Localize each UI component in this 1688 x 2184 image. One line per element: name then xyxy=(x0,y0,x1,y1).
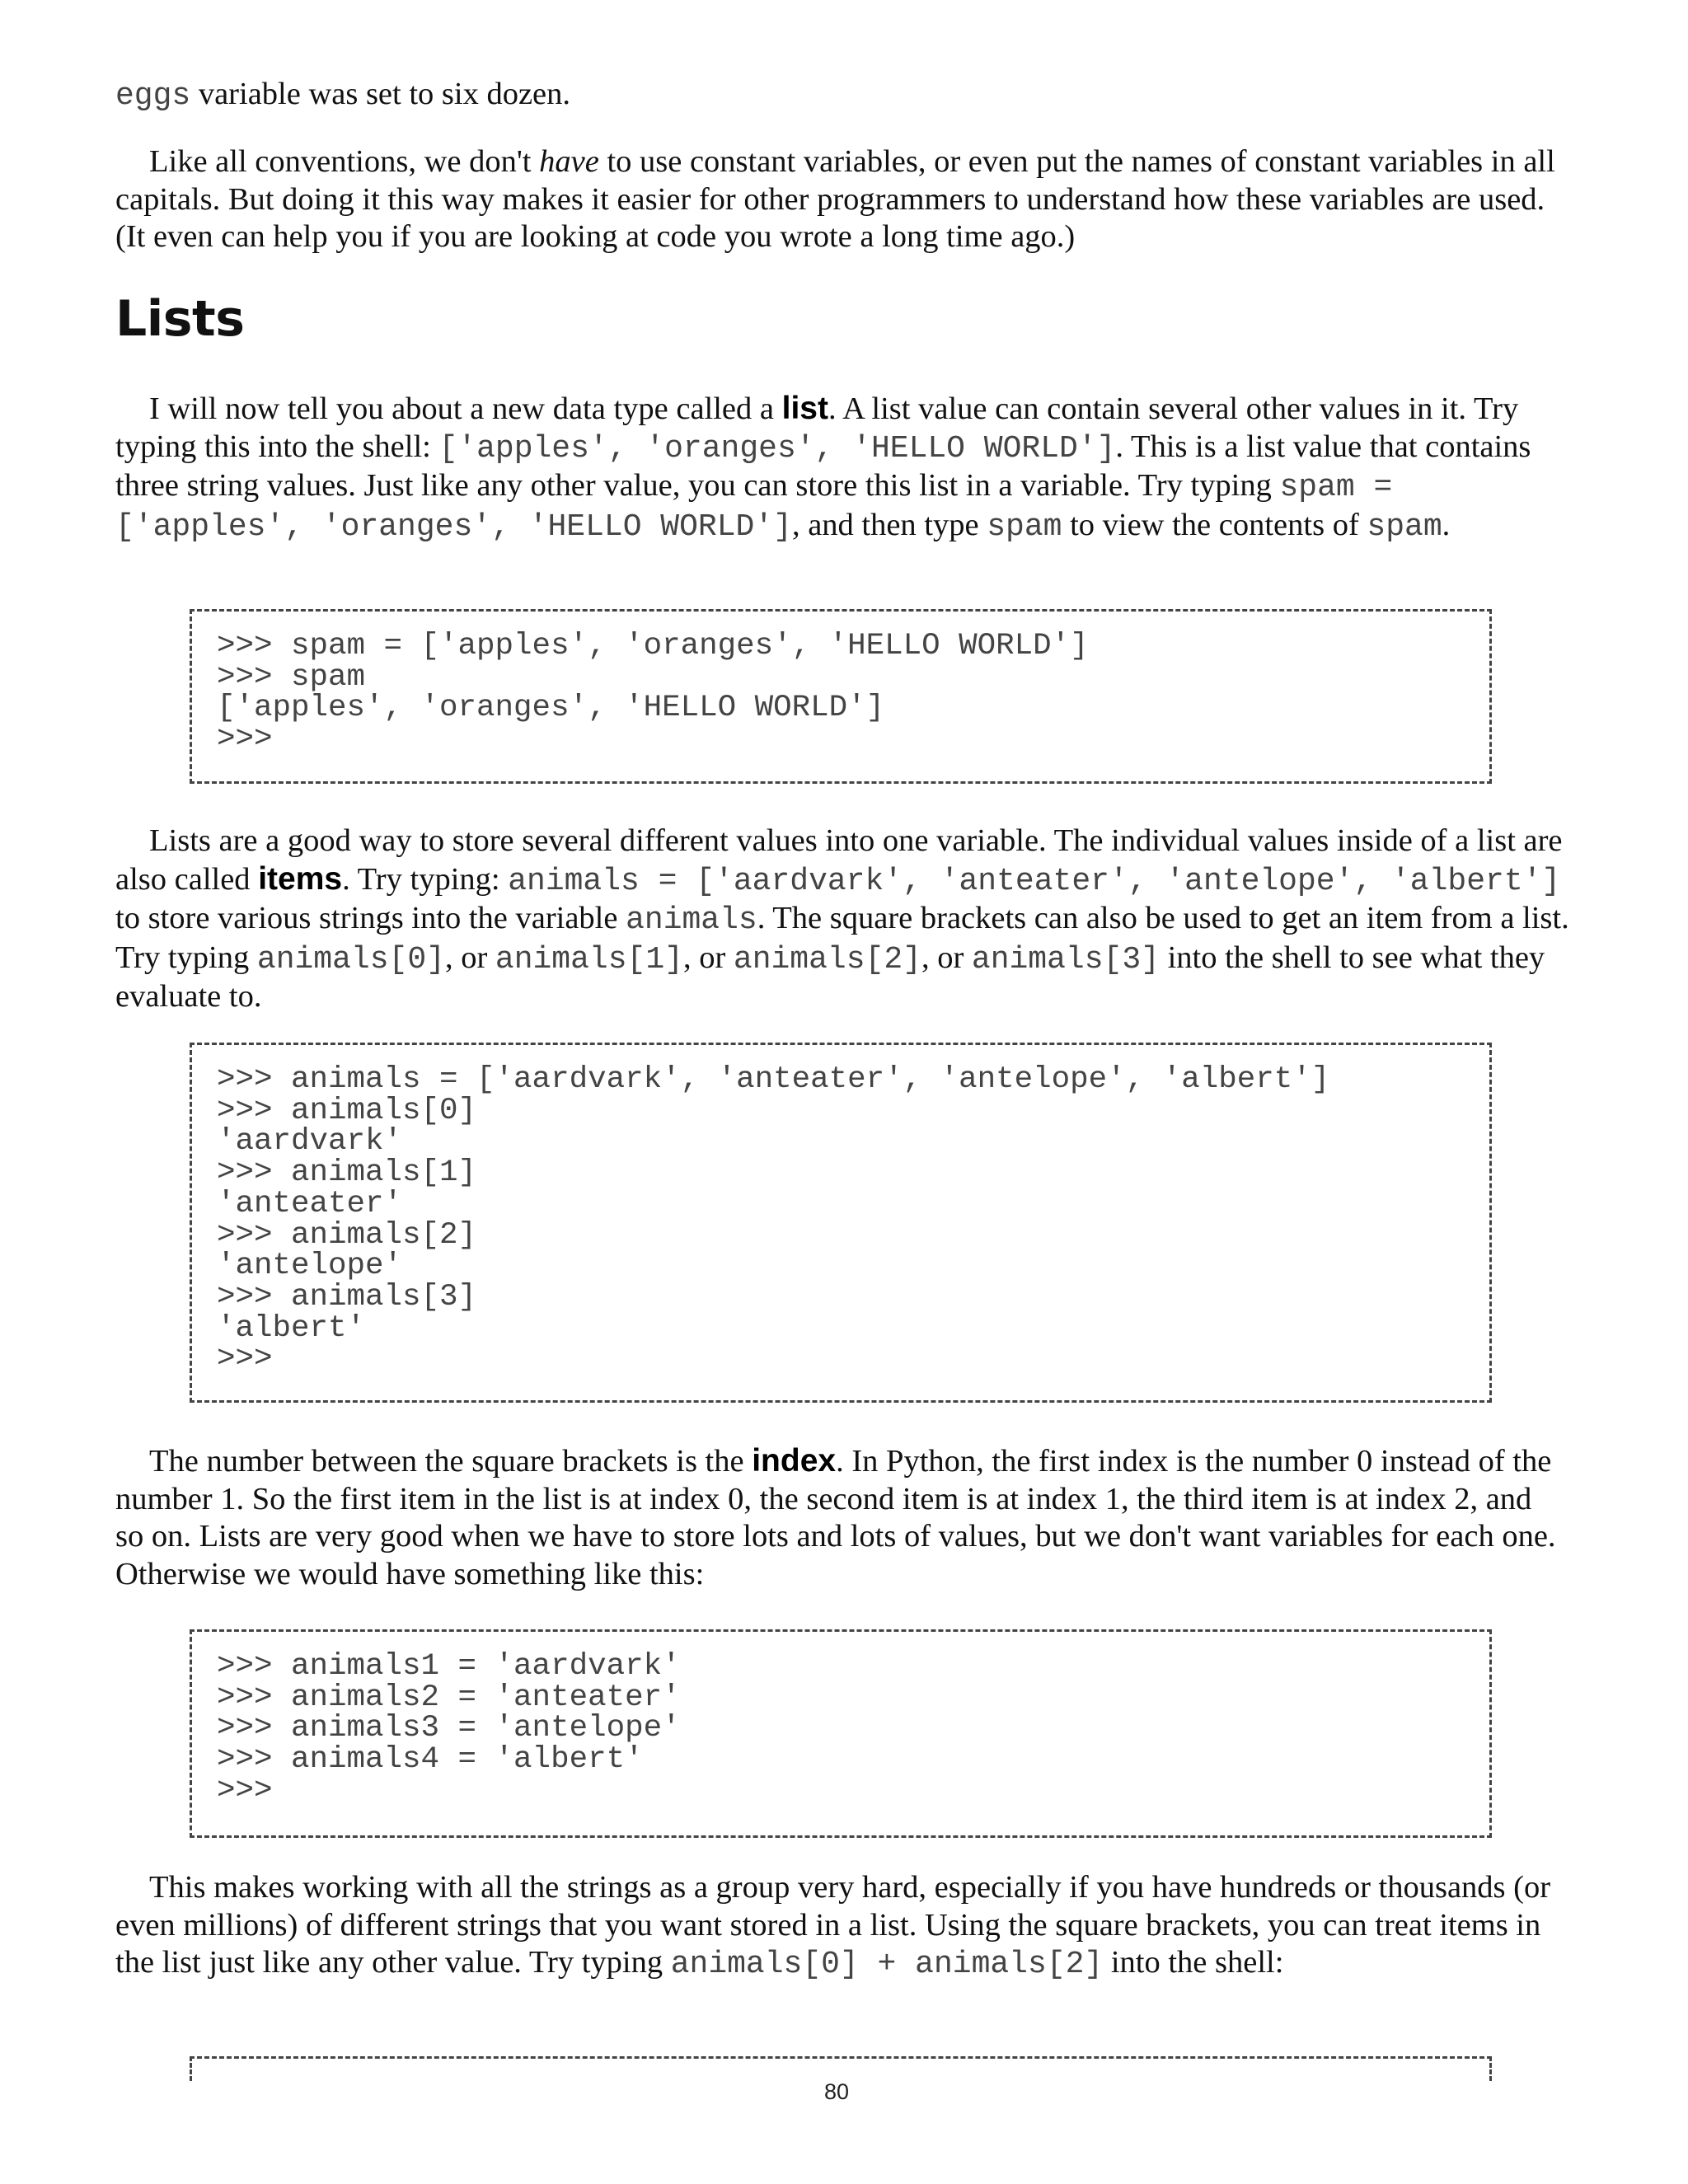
inline-code: spam xyxy=(1367,509,1442,545)
code-line: >>> animals[2] xyxy=(217,1217,477,1253)
text-run: The number between the square brackets is the xyxy=(149,1444,753,1479)
text-run: . xyxy=(1442,507,1451,542)
term-index: index xyxy=(752,1443,837,1479)
code-line: >>> animals3 = 'antelope' xyxy=(217,1711,681,1746)
items-paragraph xyxy=(115,823,1578,1016)
code-box-partial xyxy=(190,2056,1492,2081)
list-intro-paragraph xyxy=(115,390,1566,546)
code-line: 'albert' xyxy=(217,1310,366,1346)
section-heading: Lists xyxy=(115,290,245,348)
text-run: variable was set to six dozen. xyxy=(190,77,571,111)
code-line: >>> animals4 = 'albert' xyxy=(217,1742,644,1778)
text-run: , or xyxy=(921,940,972,975)
inline-code: eggs xyxy=(115,78,191,114)
text-run: to view the contents of xyxy=(1062,507,1367,542)
inline-code: animals[2] xyxy=(733,941,921,977)
code-line: >>> animals2 = 'anteater' xyxy=(217,1680,681,1715)
term-items: items xyxy=(258,860,343,897)
code-box-animals xyxy=(190,1043,1492,1403)
text-run: to store various strings into the variable xyxy=(115,901,626,935)
text-run: , or xyxy=(444,940,495,975)
text-run: . The square brackets can also be used to get an item from a list. Try typing xyxy=(115,901,1569,975)
intro-paragraph-continued xyxy=(115,76,1566,115)
conventions-paragraph xyxy=(115,143,1570,256)
code-box-spam xyxy=(190,609,1492,784)
code-line: >>> animals[0] xyxy=(217,1093,477,1128)
inline-code: animals = ['aardvark', 'anteater', 'antelope', 'albert'] xyxy=(508,863,1561,899)
code-line: >>> xyxy=(217,1342,273,1377)
text-run: . A list value can contain several other values in it. Try typing this into the shell: xyxy=(115,391,1519,464)
text-run: Like all conventions, we don't xyxy=(149,144,540,179)
text-run: I will now tell you about a new data type called a xyxy=(149,391,782,426)
text-run: . Try typing: xyxy=(342,861,509,897)
code-line: 'antelope' xyxy=(217,1249,403,1284)
text-run: . This is a list value that contains three string values. Just like any other value, you can store this list in a variable. Try typing xyxy=(115,429,1531,503)
code-box-separate-variables xyxy=(190,1629,1492,1838)
code-line: >>> animals[3] xyxy=(217,1279,477,1315)
code-line: >>> spam xyxy=(217,659,366,695)
emphasis: have xyxy=(539,144,599,179)
text-run: Lists are a good way to store several different values into one variable. The individual values inside of a list are also called xyxy=(115,823,1563,897)
code-line: 'aardvark' xyxy=(217,1124,403,1160)
inline-code: animals[3] xyxy=(971,941,1160,977)
code-line: >>> spam = ['apples', 'oranges', 'HELLO WORLD'] xyxy=(217,629,1089,663)
text-run: into the shell: xyxy=(1103,1945,1284,1980)
inline-code: animals[0] + animals[2] xyxy=(670,1947,1104,1982)
text-run: , and then type xyxy=(791,507,987,542)
text-run: into the shell to see what they evaluate to. xyxy=(115,940,1545,1014)
index-paragraph xyxy=(115,1442,1566,1593)
code-line: ['apples', 'oranges', 'HELLO WORLD'] xyxy=(217,691,885,726)
code-line: >>> animals1 = 'aardvark' xyxy=(217,1649,681,1684)
text-run: , or xyxy=(682,940,734,975)
text-run: This makes working with all the strings as a group very hard, especially if you have hundreds or thousands (or even millions) of different strings that you want stored in a list. Using the square brackets, you can treat items in the list just like any other value. Try typing xyxy=(115,1870,1551,1980)
inline-code: animals[0] xyxy=(256,941,445,977)
code-line: >>> animals[1] xyxy=(217,1155,477,1191)
code-line: >>> xyxy=(217,1773,273,1808)
code-line: 'anteater' xyxy=(217,1186,403,1221)
inline-code: spam = ['apples', 'oranges', 'HELLO WORLD'] xyxy=(115,470,1393,545)
term-list: list xyxy=(781,391,828,426)
text-run: . In Python, the first index is the number 0 instead of the number 1. So the first item in the list is at index 0, the second item is at index 1, the third item is at index 2, and so on. Lists are very good when we have to store lots and lots of values, but we don't want variables for each one. Otherwise we would have something like this: xyxy=(115,1444,1556,1591)
inline-code: animals xyxy=(626,902,757,938)
group-paragraph xyxy=(115,1869,1566,1984)
inline-code: ['apples', 'oranges', 'HELLO WORLD'] xyxy=(438,430,1116,466)
inline-code: animals[1] xyxy=(495,941,683,977)
code-line: >>> animals = ['aardvark', 'anteater', 'antelope', 'albert'] xyxy=(217,1062,1330,1097)
page-number: 80 xyxy=(823,2079,850,2104)
inline-code: spam xyxy=(987,509,1062,545)
code-line: >>> xyxy=(217,722,273,757)
text-run: to use constant variables, or even put the names of constant variables in all capitals. But doing it this way makes it easier for other programmers to understand how these variables are used. (It even can help you if you are looking at code you wrote a long time ago.) xyxy=(115,144,1555,254)
